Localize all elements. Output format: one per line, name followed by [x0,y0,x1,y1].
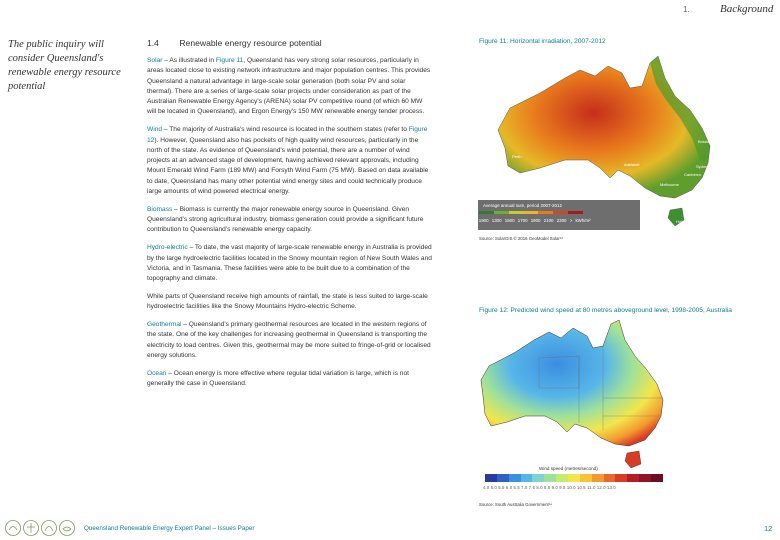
chapter-title: Background [720,3,774,15]
section-title: Renewable energy resource potential [179,38,322,48]
scale-swatch [538,211,553,214]
figure-12-source: Source: South Australia Government¹⁴ [479,502,553,507]
biomass-logo-mark [45,527,53,532]
solar-paragraph [147,56,432,118]
wind-paragraph [147,125,432,197]
wind-swatch [615,474,627,482]
figure-12-legend-ticks: 4.0 5.0 5.5 6.0 6.5 7.0 7.5 8.0 8.5 9.0 9.5 10.0 10.5 11.0 12.0 13.0 [483,485,616,490]
scale-swatch [553,211,568,214]
solar-logo-mark [9,527,17,531]
wind-keyword: Wind [147,126,163,134]
hydro-keyword: Hydro-electric [147,244,188,252]
scale-swatch [479,211,494,214]
wind-swatch [509,474,521,482]
city-adelaide: Adelaide [624,162,640,167]
page-number: 12 [764,524,773,533]
ocean-text: – Ocean energy is more effective where regular tidal variation is large, which is not generally the case in Queensland. [147,369,409,388]
city-hobart: Hobart [676,219,689,224]
wind-text-b: ). However, Queensland also has pockets of high quality wind resources, particularly in the north of the state. As evidence of Queensland's wind potential, there are a number of wind projects at an advanced stage of development, having achieved relevant approvals, including Mount Emerald Wind Farm (189 MW) and Forsyth Wind Farm (75 MW). Based on data available to date, Queensland has many other potential wind energy sites and could technically produce large amounts of wind powered electrical energy. [147,136,429,196]
wind-swatch [651,474,663,482]
hydro-text: – To date, the vast majority of large-scale renewable energy in Australia is provided by the large hydroelectric facilities located in the Snowy mountain region of New South Wales and Victoria, and in Tasmania. These facilities were able to be built due to a combination of the topography and climate. [147,244,432,283]
biomass-keyword: Biomass [147,205,173,213]
figure-11-legend-title: Average annual sum, period 2007-2012 [483,203,562,208]
wind-swatch [544,474,556,482]
solar-text-a: – As illustrated in [162,57,216,64]
ocean-paragraph [147,369,432,390]
scale-swatch [524,211,539,214]
solar-keyword: Solar [147,57,163,64]
wind-swatch [485,474,497,482]
hydro-paragraph-2: While parts of Queensland receive high amounts of rainfall, the state is less suited to large-scale hydroelectric facilities like the Snowy Mountains Hydro-electric Scheme. [147,292,428,311]
scale-swatch [494,211,509,214]
figure-12-caption: Figure 12: Predicted wind speed at 80 metres aboveground level, 1998-2005, Australia [479,307,732,314]
wind-swatch [627,474,639,482]
hydro-logo-icon [60,521,75,536]
city-sydney: Sydney [696,164,710,169]
figure-12-wind-map [479,318,679,468]
figure-11-color-scale [479,211,583,214]
wind-swatch [556,474,568,482]
scale-swatch [568,211,583,214]
solar-logo-icon [6,521,21,536]
figure-12-legend-title: Wind speed (metres/second) [539,466,598,471]
wind-swatch [580,474,592,482]
city-canberra: Canberra [684,172,701,177]
scale-swatch [509,211,524,214]
wind-swatch [568,474,580,482]
city-melbourne: Melbourne [660,182,679,187]
solar-text-b: , Queensland has very strong solar resources, particularly in areas located close to existing network infrastructure and major population centres. This provides Queensland a natural advantage in large-scale solar generation (both solar PV and solar thermal). There are a series of large-scale solar projects under consideration as part of the Australian Renewable Energy Agency's (ARENA) solar PV competitive round (of which 60 MW will be located in Queensland), and Ergon Energy's 150 MW renewable energy tender process. [147,57,431,116]
hydro-logo-mark [63,527,71,531]
hydro-paragraph [147,243,432,284]
city-darwin: Darwin [582,64,595,69]
figure-11-legend-ticks: < 1900 1300 1500 1700 1900 2100 2300 > kWh/m² [473,218,591,223]
geothermal-paragraph [147,320,432,361]
footer-logos [4,519,82,537]
wind-swatch [604,474,616,482]
biomass-text: – Biomass is currently the major renewable energy source in Queensland. Given Queensland's strong agricultural industry, biomass generation could provide a significant future contribution to Queensland's renewable energy capacity. [147,205,424,234]
figure-11-irradiation-map [470,48,770,238]
figure-11-link[interactable]: Figure 11 [215,57,244,64]
geothermal-text: – Queensland's primary geothermal resources are located in the western regions of the state. One of the key challenges for increasing geothermal in Queensland is transporting the electricity to load centres. Given this, geothermal may be more suited to fringe-of-grid or localised energy solutions. [147,321,431,359]
figure-11-caption: Figure 11: Horizontal irradiation, 2007-2012 [479,38,606,45]
geothermal-keyword: Geothermal [147,321,182,329]
wind-logo-mark [27,523,35,533]
wind-swatch [521,474,533,482]
wind-swatch [532,474,544,482]
wind-text-a: – The majority of Australia's wind resource is located in the southern states (refer to [162,126,409,134]
wind-swatch [639,474,651,482]
city-brisbane: Brisbane [698,139,714,144]
ocean-keyword: Ocean [147,369,167,377]
biomass-paragraph [147,205,432,236]
footer-brand: Queensland Renewable Energy Expert Panel – Issues Paper [84,525,255,532]
chapter-number: 1. [683,5,690,14]
sidebar-pullquote: The public inquiry will consider Queensland's renewable energy resource potential [8,39,121,92]
biomass-logo-icon [42,521,57,536]
section-number: 1.4 [147,38,159,48]
figure-11-source: Source: SolarGIS © 2016 GeoModel Solar¹³ [479,236,563,241]
city-perth: Perth [512,154,522,159]
body-text [147,56,432,397]
wind-swatch [497,474,509,482]
section-heading [147,38,322,48]
figure-12-color-scale [485,474,663,482]
figure-12-link[interactable]: Figure 12 [147,126,428,144]
wind-swatch [592,474,604,482]
